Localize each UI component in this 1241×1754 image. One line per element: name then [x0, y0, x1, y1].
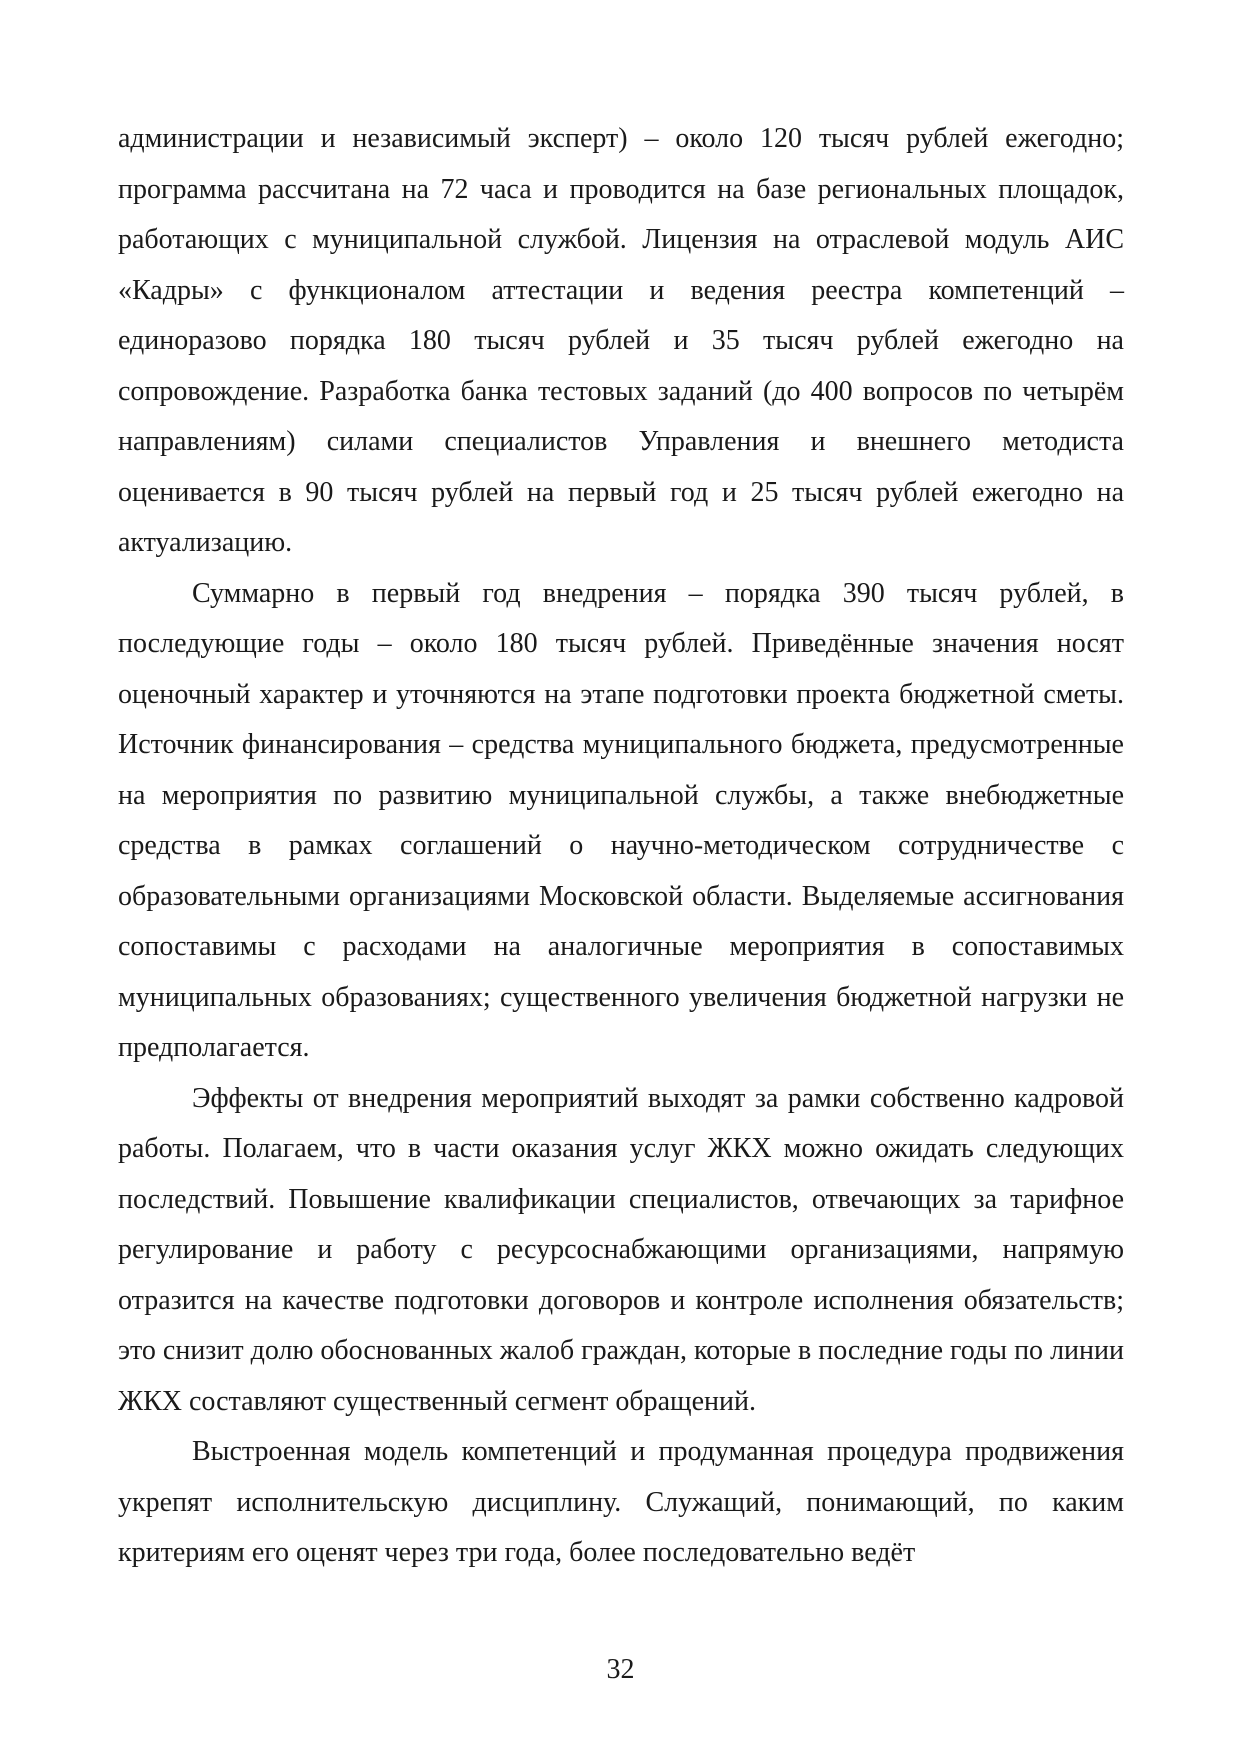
- paragraph-1: администрации и независимый эксперт) – около 120 тысяч рублей ежегодно; программа рассчитана на 72 часа и проводится на базе региональных площадок, работающих с муниципальной службой. Лицензия на отраслевой модуль АИС «Кадры» с функционалом аттестации и ведения реестра компетенций – единоразово порядка 180 тысяч рублей и 35 тысяч рублей ежегодно на сопровождение. Разработка банка тестовых заданий (до 400 вопросов по четырём направлениям) силами специалистов Управления и внешнего методиста оценивается в 90 тысяч рублей на первый год и 25 тысяч рублей ежегодно на актуализацию.: [118, 123, 1124, 558]
- page-number: 32: [606, 1654, 635, 1685]
- paragraph-4: Выстроенная модель компетенций и продуманная процедура продвижения укрепят исполнительскую дисциплину. Служащий, понимающий, по каким критериям его оценят через три года, более последовательно ведёт: [118, 1436, 1124, 1568]
- paragraph-3: Эффекты от внедрения мероприятий выходят за рамки собственно кадровой работы. Полагаем, что в части оказания услуг ЖКХ можно ожидать следующих последствий. Повышение квалификации специалистов, отвечающих за тарифное регулирование и работу с ресурсоснабжающими организациями, напрямую отразится на качестве подготовки договоров и контроле исполнения обязательств; это снизит долю обоснованных жалоб граждан, которые в последние годы по линии ЖКХ составляют существенный сегмент обращений.: [118, 1082, 1124, 1417]
- paragraph-2: Суммарно в первый год внедрения – порядка 390 тысяч рублей, в последующие годы – около 180 тысяч рублей. Приведённые значения носят оценочный характер и уточняются на этапе подготовки проекта бюджетной сметы. Источник финансирования – средства муниципального бюджета, предусмотренные на мероприятия по развитию муниципальной службы, а также внебюджетные средства в рамках соглашений о научно-методическом сотрудничестве с образовательными организациями Московской области. Выделяемые ассигнования сопоставимы с расходами на аналогичные мероприятия в сопоставимых муниципальных образованиях; существенного увеличения бюджетной нагрузки не предполагается.: [118, 577, 1124, 1063]
- body-text: [118, 114, 1124, 1579]
